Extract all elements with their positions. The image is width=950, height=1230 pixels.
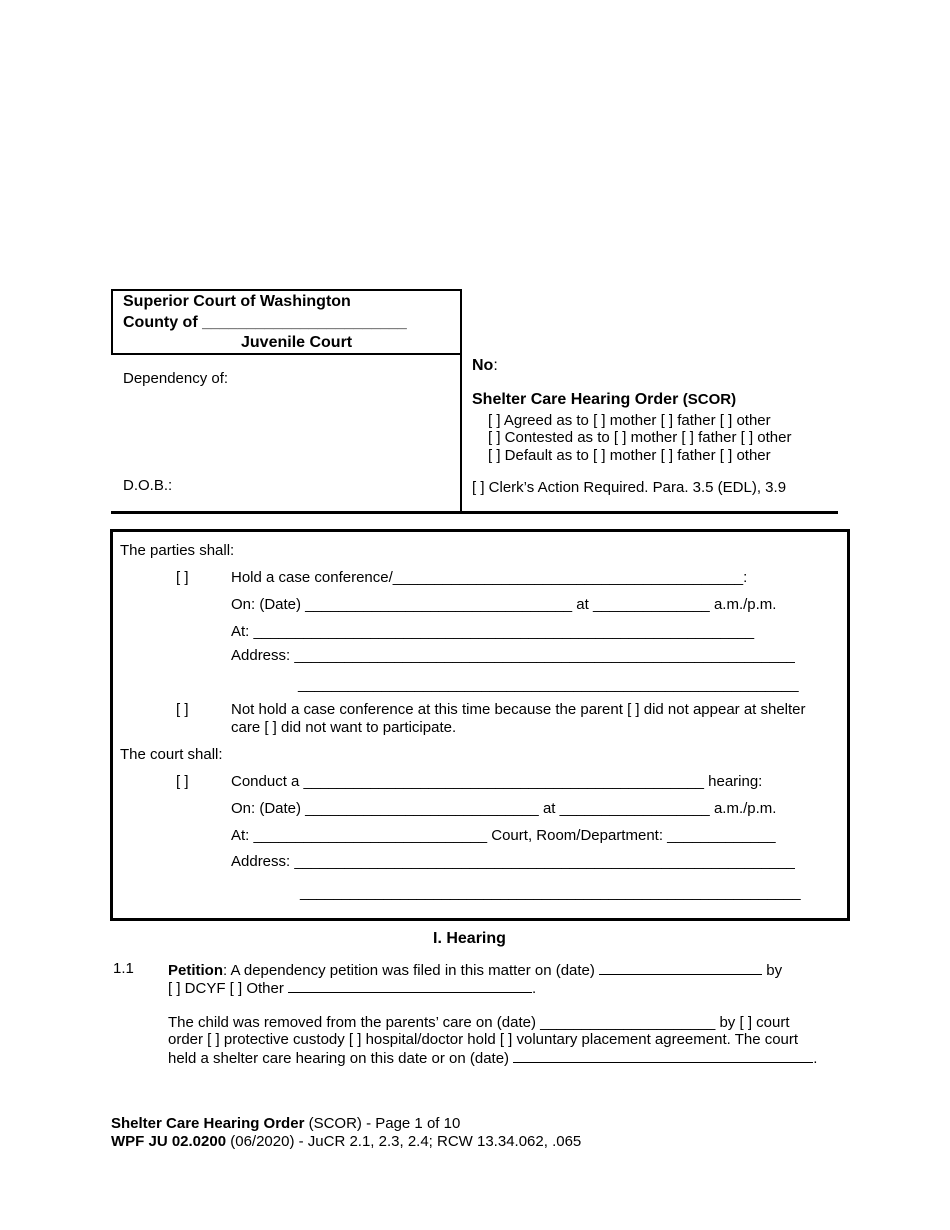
checkbox-case-conference[interactable]: [ ] (176, 569, 189, 586)
option-contested: [ ] Contested as to [ ] mother [ ] father [ ] other (488, 429, 792, 446)
case-conference-line: Hold a case conference/__________________________________________: (231, 569, 748, 586)
shelter-hearing-date-blank[interactable] (513, 1048, 813, 1063)
county-field: County of _______________________ (123, 314, 407, 331)
caption-divider (460, 352, 462, 513)
footer-page-title: Shelter Care Hearing Order (SCOR) - Page 1 of 10 (111, 1115, 461, 1132)
hearing-date-line: On: (Date) ____________________________ at __________________ a.m./p.m. (231, 800, 777, 817)
conference-address-line: Address: ____________________________________________________________ (231, 647, 795, 664)
removal-line-1: The child was removed from the parents’ care on (date) _____________________ by [ ] court (168, 1014, 790, 1031)
removal-line-3: held a shelter care hearing on this date or on (date) . (168, 1050, 818, 1067)
clerk-action-required: [ ] Clerk’s Action Required. Para. 3.5 (EDL), 3.9 (472, 479, 787, 496)
caption-bottom-rule (111, 511, 838, 514)
dob-label: D.O.B.: (123, 477, 173, 494)
hearing-address-line-2: ____________________________________________________________ (300, 884, 801, 901)
option-default: [ ] Default as to [ ] mother [ ] father [ ] other (488, 447, 771, 464)
dependency-label: Dependency of: (123, 370, 229, 387)
court-type: Juvenile Court (241, 334, 353, 351)
petition-line: Petition: A dependency petition was filed in this matter on (date) by (168, 962, 783, 979)
conference-location-line: At: ____________________________________________________________ (231, 623, 755, 640)
hearing-address-line: Address: ____________________________________________________________ (231, 853, 795, 870)
conference-address-line-2: ____________________________________________________________ (298, 676, 799, 693)
hearing-location-line: At: ____________________________ Court, Room/Department: _____________ (231, 827, 776, 844)
option-agreed: [ ] Agreed as to [ ] mother [ ] father [ ] other (488, 412, 771, 429)
section-heading-hearing: I. Hearing (433, 930, 506, 947)
conduct-hearing-line: Conduct a ________________________________________________ hearing: (231, 773, 763, 790)
document-title: Shelter Care Hearing Order (SCOR) (472, 391, 737, 408)
footer-form-id: WPF JU 02.0200 (06/2020) - JuCR 2.1, 2.3, 2.4; RCW 13.34.062, .065 (111, 1133, 582, 1150)
petition-other-blank[interactable] (288, 978, 532, 993)
conference-date-line: On: (Date) ________________________________ at ______________ a.m./p.m. (231, 596, 777, 613)
removal-line-2: order [ ] protective custody [ ] hospital/doctor hold [ ] voluntary placement agreement. The court (168, 1031, 799, 1048)
item-number: 1.1 (113, 960, 134, 977)
petition-filer-line: [ ] DCYF [ ] Other . (168, 980, 537, 997)
court-name: Superior Court of Washington (123, 293, 351, 310)
petition-date-blank[interactable] (599, 960, 762, 975)
no-conference-line-2: care [ ] did not want to participate. (231, 719, 457, 736)
parties-heading: The parties shall: (120, 542, 235, 559)
checkbox-no-conference[interactable]: [ ] (176, 701, 189, 718)
checkbox-conduct-hearing[interactable]: [ ] (176, 773, 189, 790)
no-conference-line-1: Not hold a case conference at this time because the parent [ ] did not appear at shelter (231, 701, 806, 718)
court-heading: The court shall: (120, 746, 223, 763)
case-number-field: No: (472, 357, 498, 374)
